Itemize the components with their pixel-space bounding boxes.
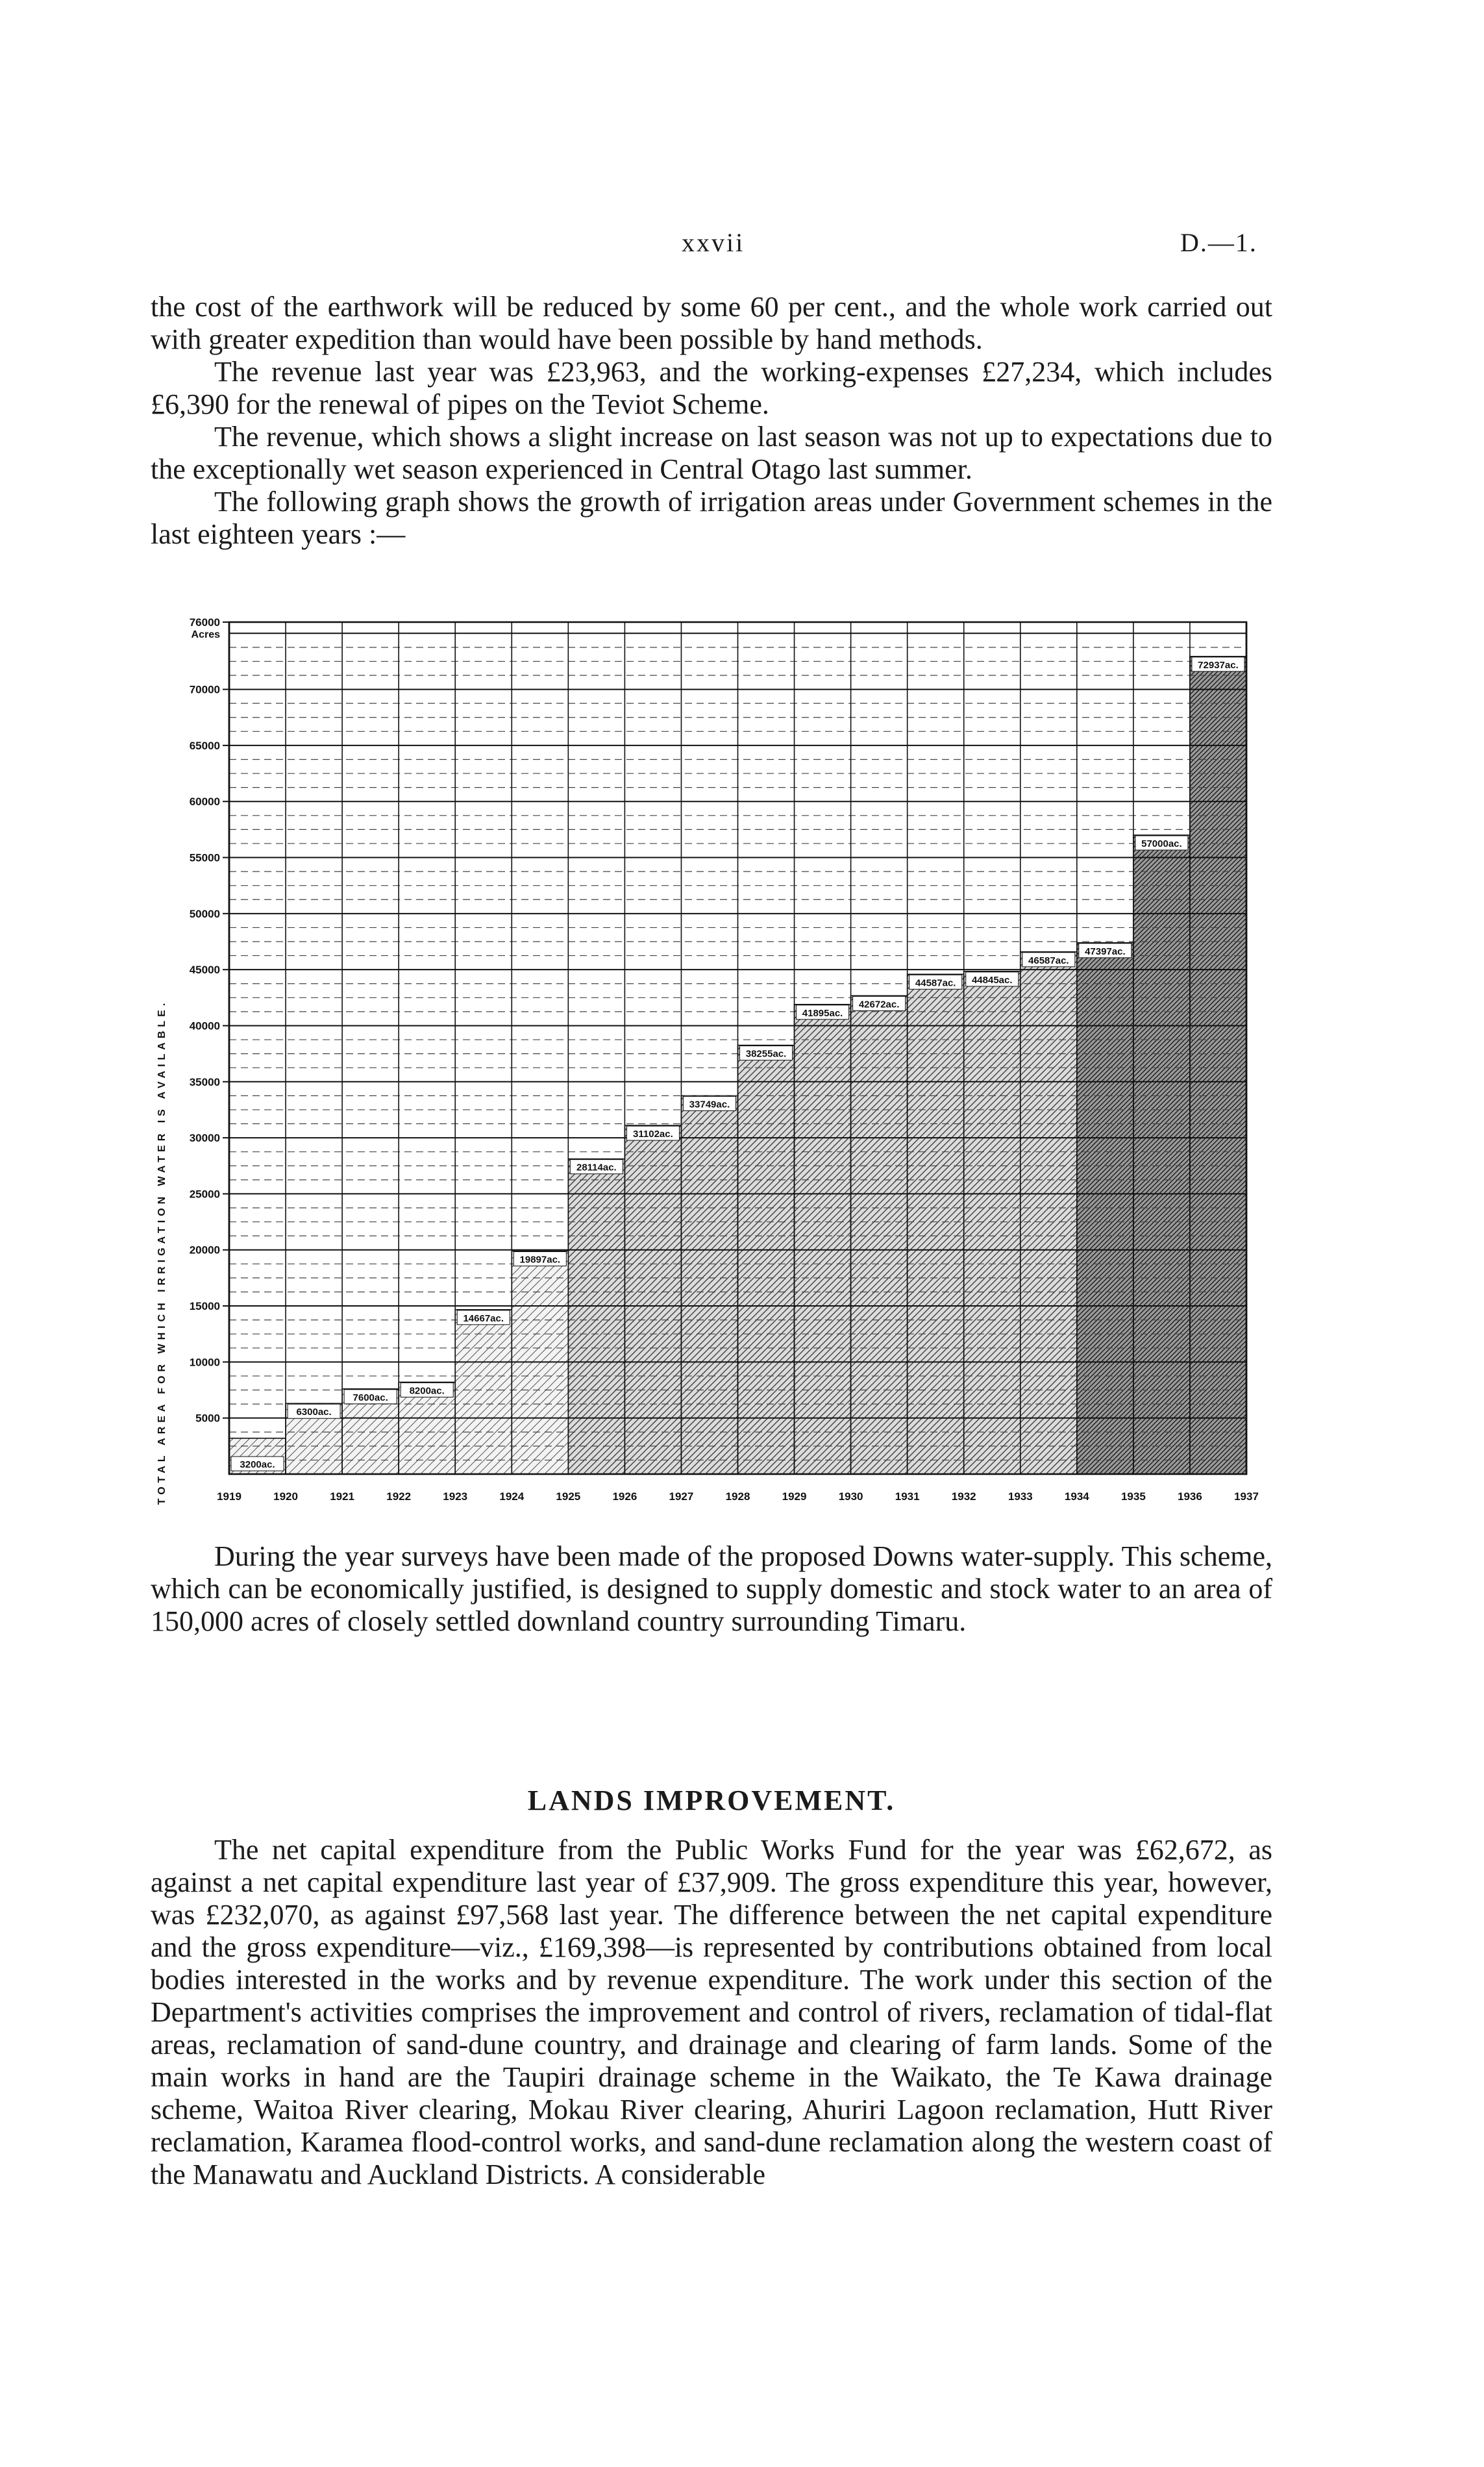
section-title-lands-improvement: LANDS IMPROVEMENT. [527, 1785, 896, 1816]
x-tick-label: 1930 [838, 1490, 863, 1503]
data-label-1931: 44587ac. [915, 977, 956, 989]
x-tick-label: 1925 [556, 1490, 581, 1503]
bar-1931 [908, 974, 964, 1474]
paragraph-lands-improvement: The net capital expenditure from the Public Works Fund for the year was £62,672, as against a net capital expenditure last year of £37,909. The gross expenditure this year, however, was £232,070, as against £97,568 last year. The difference between the net capital expenditure and the gross expenditure—viz., £169,398—is represented by contributions obtained from local bodies interested in the works and by revenue expenditure. The work under this section of the Department's activities comprises the improvement and control of rivers, reclamation of tidal-flat areas, reclamation of sand-dune country, and drainage and clearing of farm lands. Some of the main works in hand are the Taupiri drainage scheme in the Waikato, the Te Kawa drainage scheme, Waitoa River clearing, Mokau River clearing, Ahuriri Lagoon reclamation, Hutt River reclamation, Karamea flood-control works, and sand-dune reclamation along the western coast of the Manawatu and Auckland Districts. A considerable [151, 1834, 1272, 2190]
bar-1926 [625, 1125, 681, 1474]
bar-1933 [1020, 952, 1077, 1474]
y-tick-label: 30000 [189, 1132, 220, 1145]
bar-1934 [1077, 943, 1133, 1474]
x-tick-label: 1927 [669, 1490, 694, 1503]
bar-1927 [681, 1096, 737, 1474]
page-header [0, 227, 1484, 266]
x-tick-label: 1920 [273, 1490, 298, 1503]
x-tick-label: 1929 [782, 1490, 807, 1503]
data-label-1922: 8200ac. [409, 1385, 445, 1397]
data-label-1927: 33749ac. [689, 1099, 730, 1110]
y-tick-label: 40000 [189, 1020, 220, 1033]
data-label-1935: 57000ac. [1141, 838, 1182, 849]
page-number: xxvii [682, 228, 745, 257]
x-tick-label: 1926 [612, 1490, 637, 1503]
y-tick-label: 5000 [195, 1412, 220, 1425]
y-tick-label: 76000 [189, 616, 220, 629]
y-tick-label: 25000 [189, 1188, 220, 1201]
x-tick-label: 1923 [443, 1490, 468, 1503]
x-tick-label: 1934 [1064, 1490, 1089, 1503]
paragraph-earthwork: the cost of the earthwork will be reduced by some 60 per cent., and the whole work carried out with greater expedition than would have been possible by hand methods. [151, 291, 1272, 355]
x-tick-label: 1928 [725, 1490, 750, 1503]
plot-area [190, 616, 1259, 1503]
y-tick-label: 50000 [189, 907, 220, 920]
data-label-1925: 28114ac. [576, 1162, 617, 1173]
data-label-1929: 41895ac. [802, 1007, 843, 1019]
y-tick-label: 65000 [189, 739, 220, 752]
y-tick-label: 35000 [189, 1075, 220, 1088]
paragraph-revenue-expectations: The revenue, which shows a slight increase on last season was not up to expectations due to the exceptionally wet season experienced in Central Otago last summer. [151, 421, 1272, 485]
intro-text [151, 291, 1272, 551]
data-label-1926: 31102ac. [633, 1129, 673, 1140]
data-label-1930: 42672ac. [858, 999, 900, 1010]
x-tick-label: 1924 [499, 1490, 525, 1503]
y-tick-label: 15000 [189, 1300, 220, 1313]
bar-1925 [568, 1159, 625, 1474]
lands-improvement-section [151, 1785, 1272, 2191]
bar-1935 [1133, 835, 1190, 1474]
data-label-1932: 44845ac. [971, 974, 1013, 986]
y-tick-label: 20000 [189, 1244, 220, 1257]
x-tick-label: 1919 [217, 1490, 241, 1503]
paragraph-graph-intro: The following graph shows the growth of irrigation areas under Government schemes in the last eighteen years :— [151, 486, 1272, 550]
y-axis-label: TOTAL AREA FOR WHICH IRRIGATION WATER IS AVAILABLE. [156, 999, 167, 1505]
data-label-1924: 19897ac. [519, 1254, 561, 1266]
data-label-1919: 3200ac. [240, 1459, 275, 1470]
x-tick-label: 1933 [1008, 1490, 1033, 1503]
y-tick-label: 45000 [189, 964, 220, 977]
data-label-1934: 47397ac. [1085, 945, 1126, 957]
x-tick-label: 1921 [330, 1490, 355, 1503]
paragraph-revenue-figures: The revenue last year was £23,963, and the working-expenses £27,234, which includes £6,390 for the renewal of pipes on the Teviot Scheme. [151, 356, 1272, 420]
bar-1936 [1190, 657, 1246, 1474]
bar-1932 [964, 971, 1020, 1474]
x-tick-label: 1935 [1120, 1490, 1146, 1503]
x-tick-label: 1937 [1234, 1490, 1259, 1503]
x-tick-label: 1931 [895, 1490, 920, 1503]
irrigation-area-chart [143, 603, 1266, 1512]
y-tick-label: 60000 [189, 795, 220, 808]
data-label-1933: 46587ac. [1028, 955, 1069, 966]
downs-water-supply-text [151, 1540, 1272, 1638]
x-tick-label: 1932 [951, 1490, 976, 1503]
data-label-1928: 38255ac. [745, 1048, 787, 1060]
y-unit-label: Acres [191, 629, 220, 640]
data-label-1923: 14667ac. [463, 1312, 504, 1324]
y-tick-label: 55000 [189, 851, 220, 864]
y-tick-label: 70000 [189, 683, 220, 696]
data-label-1920: 6300ac. [296, 1407, 332, 1418]
y-tick-label: 10000 [189, 1356, 220, 1369]
x-tick-label: 1922 [386, 1490, 412, 1503]
data-label-1921: 7600ac. [352, 1392, 388, 1403]
data-label-1936: 72937ac. [1198, 659, 1239, 671]
x-tick-label: 1936 [1178, 1490, 1202, 1503]
document-reference: D.—1. [1180, 228, 1257, 257]
paragraph-downs-water-supply: During the year surveys have been made of the proposed Downs water-supply. This scheme, which can be economically justified, is designed to supply domestic and stock water to an area of 150,000 acres of closely settled downland country surrounding Timaru. [151, 1540, 1272, 1637]
